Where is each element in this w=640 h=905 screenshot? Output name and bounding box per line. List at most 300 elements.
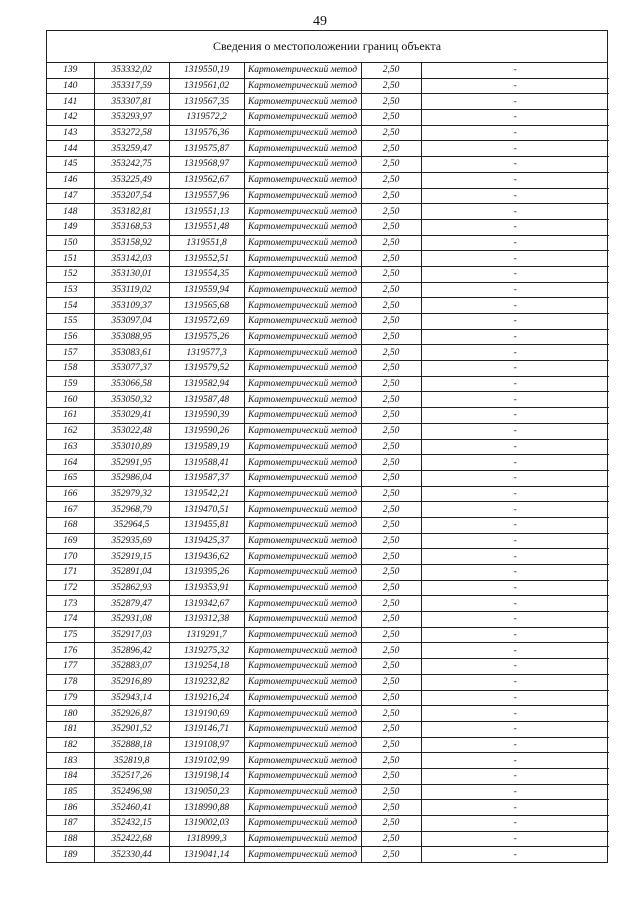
point-number-cell: 182 bbox=[47, 737, 94, 753]
y-coordinate-cell: 1319551,8 bbox=[169, 235, 244, 251]
point-number-cell: 162 bbox=[47, 423, 94, 439]
x-coordinate-cell: 353022,48 bbox=[94, 423, 169, 439]
x-coordinate-cell: 353066,58 bbox=[94, 376, 169, 392]
table-row bbox=[47, 188, 609, 204]
accuracy-cell: 2,50 bbox=[361, 455, 421, 471]
table-body bbox=[47, 63, 609, 862]
table-row bbox=[47, 345, 609, 361]
method-cell: Картометрический метод bbox=[244, 486, 361, 502]
table-row bbox=[47, 627, 609, 643]
table-row bbox=[47, 596, 609, 612]
description-cell: - bbox=[421, 125, 609, 141]
point-number-cell: 146 bbox=[47, 172, 94, 188]
point-number-cell: 151 bbox=[47, 251, 94, 267]
point-number-cell: 166 bbox=[47, 486, 94, 502]
table-row bbox=[47, 816, 609, 832]
method-cell: Картометрический метод bbox=[244, 706, 361, 722]
y-coordinate-cell: 1319232,82 bbox=[169, 674, 244, 690]
accuracy-cell: 2,50 bbox=[361, 78, 421, 94]
description-cell: - bbox=[421, 737, 609, 753]
x-coordinate-cell: 352888,18 bbox=[94, 737, 169, 753]
y-coordinate-cell: 1319552,51 bbox=[169, 251, 244, 267]
x-coordinate-cell: 353242,75 bbox=[94, 157, 169, 173]
y-coordinate-cell: 1319575,26 bbox=[169, 329, 244, 345]
point-number-cell: 167 bbox=[47, 502, 94, 518]
x-coordinate-cell: 353010,89 bbox=[94, 439, 169, 455]
description-cell: - bbox=[421, 643, 609, 659]
y-coordinate-cell: 1319579,52 bbox=[169, 361, 244, 377]
accuracy-cell: 2,50 bbox=[361, 612, 421, 628]
method-cell: Картометрический метод bbox=[244, 172, 361, 188]
method-cell: Картометрический метод bbox=[244, 314, 361, 330]
table-row bbox=[47, 784, 609, 800]
description-cell: - bbox=[421, 78, 609, 94]
x-coordinate-cell: 352891,04 bbox=[94, 565, 169, 581]
table-row bbox=[47, 282, 609, 298]
y-coordinate-cell: 1319572,69 bbox=[169, 314, 244, 330]
description-cell: - bbox=[421, 94, 609, 110]
x-coordinate-cell: 352968,79 bbox=[94, 502, 169, 518]
point-number-cell: 145 bbox=[47, 157, 94, 173]
x-coordinate-cell: 352432,15 bbox=[94, 816, 169, 832]
x-coordinate-cell: 352901,52 bbox=[94, 721, 169, 737]
method-cell: Картометрический метод bbox=[244, 549, 361, 565]
table-row bbox=[47, 266, 609, 282]
table-row bbox=[47, 172, 609, 188]
method-cell: Картометрический метод bbox=[244, 784, 361, 800]
table-row bbox=[47, 329, 609, 345]
point-number-cell: 173 bbox=[47, 596, 94, 612]
table-row bbox=[47, 486, 609, 502]
point-number-cell: 156 bbox=[47, 329, 94, 345]
table-row bbox=[47, 674, 609, 690]
accuracy-cell: 2,50 bbox=[361, 659, 421, 675]
method-cell: Картометрический метод bbox=[244, 94, 361, 110]
description-cell: - bbox=[421, 502, 609, 518]
table-row bbox=[47, 768, 609, 784]
x-coordinate-cell: 353109,37 bbox=[94, 298, 169, 314]
description-cell: - bbox=[421, 455, 609, 471]
point-number-cell: 139 bbox=[47, 63, 94, 78]
accuracy-cell: 2,50 bbox=[361, 565, 421, 581]
point-number-cell: 142 bbox=[47, 110, 94, 126]
y-coordinate-cell: 1319557,96 bbox=[169, 188, 244, 204]
accuracy-cell: 2,50 bbox=[361, 847, 421, 862]
method-cell: Картометрический метод bbox=[244, 219, 361, 235]
point-number-cell: 154 bbox=[47, 298, 94, 314]
point-number-cell: 149 bbox=[47, 219, 94, 235]
x-coordinate-cell: 353029,41 bbox=[94, 408, 169, 424]
x-coordinate-cell: 353259,47 bbox=[94, 141, 169, 157]
table-title: Сведения о местоположении границ объекта bbox=[47, 31, 607, 63]
x-coordinate-cell: 352879,47 bbox=[94, 596, 169, 612]
method-cell: Картометрический метод bbox=[244, 455, 361, 471]
description-cell: - bbox=[421, 565, 609, 581]
point-number-cell: 172 bbox=[47, 580, 94, 596]
point-number-cell: 148 bbox=[47, 204, 94, 220]
description-cell: - bbox=[421, 314, 609, 330]
point-number-cell: 180 bbox=[47, 706, 94, 722]
x-coordinate-cell: 353272,58 bbox=[94, 125, 169, 141]
method-cell: Картометрический метод bbox=[244, 345, 361, 361]
x-coordinate-cell: 353088,95 bbox=[94, 329, 169, 345]
y-coordinate-cell: 1319108,97 bbox=[169, 737, 244, 753]
method-cell: Картометрический метод bbox=[244, 408, 361, 424]
description-cell: - bbox=[421, 784, 609, 800]
description-cell: - bbox=[421, 188, 609, 204]
table-row bbox=[47, 439, 609, 455]
point-number-cell: 144 bbox=[47, 141, 94, 157]
y-coordinate-cell: 1319395,26 bbox=[169, 565, 244, 581]
x-coordinate-cell: 352916,89 bbox=[94, 674, 169, 690]
point-number-cell: 157 bbox=[47, 345, 94, 361]
y-coordinate-cell: 1319190,69 bbox=[169, 706, 244, 722]
x-coordinate-cell: 352931,08 bbox=[94, 612, 169, 628]
method-cell: Картометрический метод bbox=[244, 188, 361, 204]
accuracy-cell: 2,50 bbox=[361, 204, 421, 220]
x-coordinate-cell: 352896,42 bbox=[94, 643, 169, 659]
y-coordinate-cell: 1319550,19 bbox=[169, 63, 244, 78]
method-cell: Картометрический метод bbox=[244, 674, 361, 690]
x-coordinate-cell: 353168,53 bbox=[94, 219, 169, 235]
accuracy-cell: 2,50 bbox=[361, 580, 421, 596]
description-cell: - bbox=[421, 533, 609, 549]
point-number-cell: 185 bbox=[47, 784, 94, 800]
y-coordinate-cell: 1319588,41 bbox=[169, 455, 244, 471]
description-cell: - bbox=[421, 847, 609, 862]
method-cell: Картометрический метод bbox=[244, 737, 361, 753]
x-coordinate-cell: 353083,61 bbox=[94, 345, 169, 361]
y-coordinate-cell: 1319102,99 bbox=[169, 753, 244, 769]
point-number-cell: 187 bbox=[47, 816, 94, 832]
x-coordinate-cell: 352943,14 bbox=[94, 690, 169, 706]
description-cell: - bbox=[421, 753, 609, 769]
accuracy-cell: 2,50 bbox=[361, 329, 421, 345]
table-row bbox=[47, 78, 609, 94]
table-row bbox=[47, 392, 609, 408]
x-coordinate-cell: 352330,44 bbox=[94, 847, 169, 862]
y-coordinate-cell: 1319041,14 bbox=[169, 847, 244, 862]
accuracy-cell: 2,50 bbox=[361, 266, 421, 282]
description-cell: - bbox=[421, 423, 609, 439]
x-coordinate-cell: 352883,07 bbox=[94, 659, 169, 675]
x-coordinate-cell: 352819,8 bbox=[94, 753, 169, 769]
table-row bbox=[47, 125, 609, 141]
y-coordinate-cell: 1319551,48 bbox=[169, 219, 244, 235]
method-cell: Картометрический метод bbox=[244, 110, 361, 126]
table-row bbox=[47, 580, 609, 596]
accuracy-cell: 2,50 bbox=[361, 674, 421, 690]
accuracy-cell: 2,50 bbox=[361, 63, 421, 78]
method-cell: Картометрический метод bbox=[244, 298, 361, 314]
description-cell: - bbox=[421, 204, 609, 220]
x-coordinate-cell: 353332,02 bbox=[94, 63, 169, 78]
description-cell: - bbox=[421, 690, 609, 706]
point-number-cell: 184 bbox=[47, 768, 94, 784]
point-number-cell: 153 bbox=[47, 282, 94, 298]
description-cell: - bbox=[421, 298, 609, 314]
y-coordinate-cell: 1319589,19 bbox=[169, 439, 244, 455]
y-coordinate-cell: 1319582,94 bbox=[169, 376, 244, 392]
y-coordinate-cell: 1319551,13 bbox=[169, 204, 244, 220]
description-cell: - bbox=[421, 282, 609, 298]
y-coordinate-cell: 1319575,87 bbox=[169, 141, 244, 157]
point-number-cell: 150 bbox=[47, 235, 94, 251]
description-cell: - bbox=[421, 612, 609, 628]
table-row bbox=[47, 204, 609, 220]
y-coordinate-cell: 1319353,91 bbox=[169, 580, 244, 596]
point-number-cell: 179 bbox=[47, 690, 94, 706]
method-cell: Картометрический метод bbox=[244, 376, 361, 392]
description-cell: - bbox=[421, 627, 609, 643]
method-cell: Картометрический метод bbox=[244, 533, 361, 549]
accuracy-cell: 2,50 bbox=[361, 361, 421, 377]
point-number-cell: 155 bbox=[47, 314, 94, 330]
description-cell: - bbox=[421, 235, 609, 251]
description-cell: - bbox=[421, 831, 609, 847]
y-coordinate-cell: 1319568,97 bbox=[169, 157, 244, 173]
table-row bbox=[47, 235, 609, 251]
description-cell: - bbox=[421, 800, 609, 816]
accuracy-cell: 2,50 bbox=[361, 188, 421, 204]
y-coordinate-cell: 1319542,21 bbox=[169, 486, 244, 502]
accuracy-cell: 2,50 bbox=[361, 768, 421, 784]
accuracy-cell: 2,50 bbox=[361, 721, 421, 737]
page-number: 49 bbox=[313, 14, 327, 29]
description-cell: - bbox=[421, 392, 609, 408]
point-number-cell: 164 bbox=[47, 455, 94, 471]
method-cell: Картометрический метод bbox=[244, 643, 361, 659]
table-row bbox=[47, 533, 609, 549]
accuracy-cell: 2,50 bbox=[361, 172, 421, 188]
method-cell: Картометрический метод bbox=[244, 439, 361, 455]
method-cell: Картометрический метод bbox=[244, 627, 361, 643]
description-cell: - bbox=[421, 580, 609, 596]
accuracy-cell: 2,50 bbox=[361, 737, 421, 753]
accuracy-cell: 2,50 bbox=[361, 439, 421, 455]
y-coordinate-cell: 1319002,03 bbox=[169, 816, 244, 832]
accuracy-cell: 2,50 bbox=[361, 376, 421, 392]
y-coordinate-cell: 1319554,35 bbox=[169, 266, 244, 282]
point-number-cell: 176 bbox=[47, 643, 94, 659]
accuracy-cell: 2,50 bbox=[361, 753, 421, 769]
method-cell: Картометрический метод bbox=[244, 141, 361, 157]
description-cell: - bbox=[421, 345, 609, 361]
method-cell: Картометрический метод bbox=[244, 659, 361, 675]
table-row bbox=[47, 110, 609, 126]
y-coordinate-cell: 1319587,48 bbox=[169, 392, 244, 408]
accuracy-cell: 2,50 bbox=[361, 816, 421, 832]
y-coordinate-cell: 1319565,68 bbox=[169, 298, 244, 314]
table-row bbox=[47, 314, 609, 330]
table-row bbox=[47, 502, 609, 518]
method-cell: Картометрический метод bbox=[244, 517, 361, 533]
point-number-cell: 181 bbox=[47, 721, 94, 737]
description-cell: - bbox=[421, 141, 609, 157]
accuracy-cell: 2,50 bbox=[361, 298, 421, 314]
point-number-cell: 163 bbox=[47, 439, 94, 455]
accuracy-cell: 2,50 bbox=[361, 345, 421, 361]
method-cell: Картометрический метод bbox=[244, 721, 361, 737]
point-number-cell: 159 bbox=[47, 376, 94, 392]
table-row bbox=[47, 219, 609, 235]
accuracy-cell: 2,50 bbox=[361, 235, 421, 251]
point-number-cell: 175 bbox=[47, 627, 94, 643]
description-cell: - bbox=[421, 219, 609, 235]
description-cell: - bbox=[421, 659, 609, 675]
x-coordinate-cell: 352979,32 bbox=[94, 486, 169, 502]
y-coordinate-cell: 1319572,2 bbox=[169, 110, 244, 126]
table-row bbox=[47, 94, 609, 110]
method-cell: Картометрический метод bbox=[244, 800, 361, 816]
y-coordinate-cell: 1319146,71 bbox=[169, 721, 244, 737]
y-coordinate-cell: 1319275,32 bbox=[169, 643, 244, 659]
description-cell: - bbox=[421, 408, 609, 424]
y-coordinate-cell: 1319587,37 bbox=[169, 470, 244, 486]
description-cell: - bbox=[421, 376, 609, 392]
y-coordinate-cell: 1319198,14 bbox=[169, 768, 244, 784]
accuracy-cell: 2,50 bbox=[361, 314, 421, 330]
description-cell: - bbox=[421, 706, 609, 722]
x-coordinate-cell: 352964,5 bbox=[94, 517, 169, 533]
y-coordinate-cell: 1319562,67 bbox=[169, 172, 244, 188]
x-coordinate-cell: 353097,04 bbox=[94, 314, 169, 330]
x-coordinate-cell: 352935,69 bbox=[94, 533, 169, 549]
x-coordinate-cell: 353130,01 bbox=[94, 266, 169, 282]
accuracy-cell: 2,50 bbox=[361, 486, 421, 502]
accuracy-cell: 2,50 bbox=[361, 470, 421, 486]
point-number-cell: 169 bbox=[47, 533, 94, 549]
table-row bbox=[47, 470, 609, 486]
x-coordinate-cell: 353225,49 bbox=[94, 172, 169, 188]
y-coordinate-cell: 1319470,51 bbox=[169, 502, 244, 518]
table-row bbox=[47, 408, 609, 424]
table-row bbox=[47, 251, 609, 267]
table-row bbox=[47, 831, 609, 847]
accuracy-cell: 2,50 bbox=[361, 533, 421, 549]
x-coordinate-cell: 352517,26 bbox=[94, 768, 169, 784]
point-number-cell: 152 bbox=[47, 266, 94, 282]
method-cell: Картометрический метод bbox=[244, 63, 361, 78]
description-cell: - bbox=[421, 768, 609, 784]
table-row bbox=[47, 690, 609, 706]
table-row bbox=[47, 753, 609, 769]
y-coordinate-cell: 1319291,7 bbox=[169, 627, 244, 643]
accuracy-cell: 2,50 bbox=[361, 282, 421, 298]
y-coordinate-cell: 1319561,02 bbox=[169, 78, 244, 94]
point-number-cell: 140 bbox=[47, 78, 94, 94]
y-coordinate-cell: 1319050,23 bbox=[169, 784, 244, 800]
x-coordinate-cell: 353317,59 bbox=[94, 78, 169, 94]
accuracy-cell: 2,50 bbox=[361, 784, 421, 800]
point-number-cell: 188 bbox=[47, 831, 94, 847]
description-cell: - bbox=[421, 517, 609, 533]
method-cell: Картометрический метод bbox=[244, 78, 361, 94]
accuracy-cell: 2,50 bbox=[361, 549, 421, 565]
method-cell: Картометрический метод bbox=[244, 753, 361, 769]
description-cell: - bbox=[421, 816, 609, 832]
x-coordinate-cell: 353182,81 bbox=[94, 204, 169, 220]
method-cell: Картометрический метод bbox=[244, 329, 361, 345]
x-coordinate-cell: 352926,87 bbox=[94, 706, 169, 722]
method-cell: Картометрический метод bbox=[244, 423, 361, 439]
point-number-cell: 143 bbox=[47, 125, 94, 141]
x-coordinate-cell: 353158,92 bbox=[94, 235, 169, 251]
table-row bbox=[47, 565, 609, 581]
accuracy-cell: 2,50 bbox=[361, 831, 421, 847]
x-coordinate-cell: 352917,03 bbox=[94, 627, 169, 643]
description-cell: - bbox=[421, 172, 609, 188]
accuracy-cell: 2,50 bbox=[361, 423, 421, 439]
point-number-cell: 177 bbox=[47, 659, 94, 675]
description-cell: - bbox=[421, 266, 609, 282]
method-cell: Картометрический метод bbox=[244, 392, 361, 408]
description-cell: - bbox=[421, 549, 609, 565]
table-row bbox=[47, 361, 609, 377]
table-row bbox=[47, 423, 609, 439]
accuracy-cell: 2,50 bbox=[361, 800, 421, 816]
point-number-cell: 178 bbox=[47, 674, 94, 690]
description-cell: - bbox=[421, 63, 609, 78]
point-number-cell: 158 bbox=[47, 361, 94, 377]
method-cell: Картометрический метод bbox=[244, 361, 361, 377]
point-number-cell: 147 bbox=[47, 188, 94, 204]
x-coordinate-cell: 352862,93 bbox=[94, 580, 169, 596]
x-coordinate-cell: 353119,02 bbox=[94, 282, 169, 298]
table-row bbox=[47, 549, 609, 565]
table-row bbox=[47, 643, 609, 659]
accuracy-cell: 2,50 bbox=[361, 219, 421, 235]
table-row bbox=[47, 612, 609, 628]
point-number-cell: 171 bbox=[47, 565, 94, 581]
accuracy-cell: 2,50 bbox=[361, 125, 421, 141]
x-coordinate-cell: 352460,41 bbox=[94, 800, 169, 816]
table-row bbox=[47, 63, 609, 78]
y-coordinate-cell: 1319312,38 bbox=[169, 612, 244, 628]
accuracy-cell: 2,50 bbox=[361, 502, 421, 518]
accuracy-cell: 2,50 bbox=[361, 627, 421, 643]
table-row bbox=[47, 157, 609, 173]
point-number-cell: 141 bbox=[47, 94, 94, 110]
accuracy-cell: 2,50 bbox=[361, 643, 421, 659]
method-cell: Картометрический метод bbox=[244, 282, 361, 298]
y-coordinate-cell: 1319254,18 bbox=[169, 659, 244, 675]
accuracy-cell: 2,50 bbox=[361, 517, 421, 533]
table-row bbox=[47, 706, 609, 722]
y-coordinate-cell: 1319590,39 bbox=[169, 408, 244, 424]
point-number-cell: 189 bbox=[47, 847, 94, 862]
x-coordinate-cell: 352919,15 bbox=[94, 549, 169, 565]
table-row bbox=[47, 376, 609, 392]
x-coordinate-cell: 352496,98 bbox=[94, 784, 169, 800]
x-coordinate-cell: 353293,97 bbox=[94, 110, 169, 126]
x-coordinate-cell: 353077,37 bbox=[94, 361, 169, 377]
accuracy-cell: 2,50 bbox=[361, 596, 421, 612]
description-cell: - bbox=[421, 596, 609, 612]
accuracy-cell: 2,50 bbox=[361, 94, 421, 110]
y-coordinate-cell: 1318990,88 bbox=[169, 800, 244, 816]
y-coordinate-cell: 1319567,35 bbox=[169, 94, 244, 110]
x-coordinate-cell: 353050,32 bbox=[94, 392, 169, 408]
description-cell: - bbox=[421, 470, 609, 486]
point-number-cell: 168 bbox=[47, 517, 94, 533]
method-cell: Картометрический метод bbox=[244, 768, 361, 784]
description-cell: - bbox=[421, 486, 609, 502]
boundary-points-table bbox=[47, 63, 609, 862]
description-cell: - bbox=[421, 439, 609, 455]
method-cell: Картометрический метод bbox=[244, 596, 361, 612]
accuracy-cell: 2,50 bbox=[361, 408, 421, 424]
